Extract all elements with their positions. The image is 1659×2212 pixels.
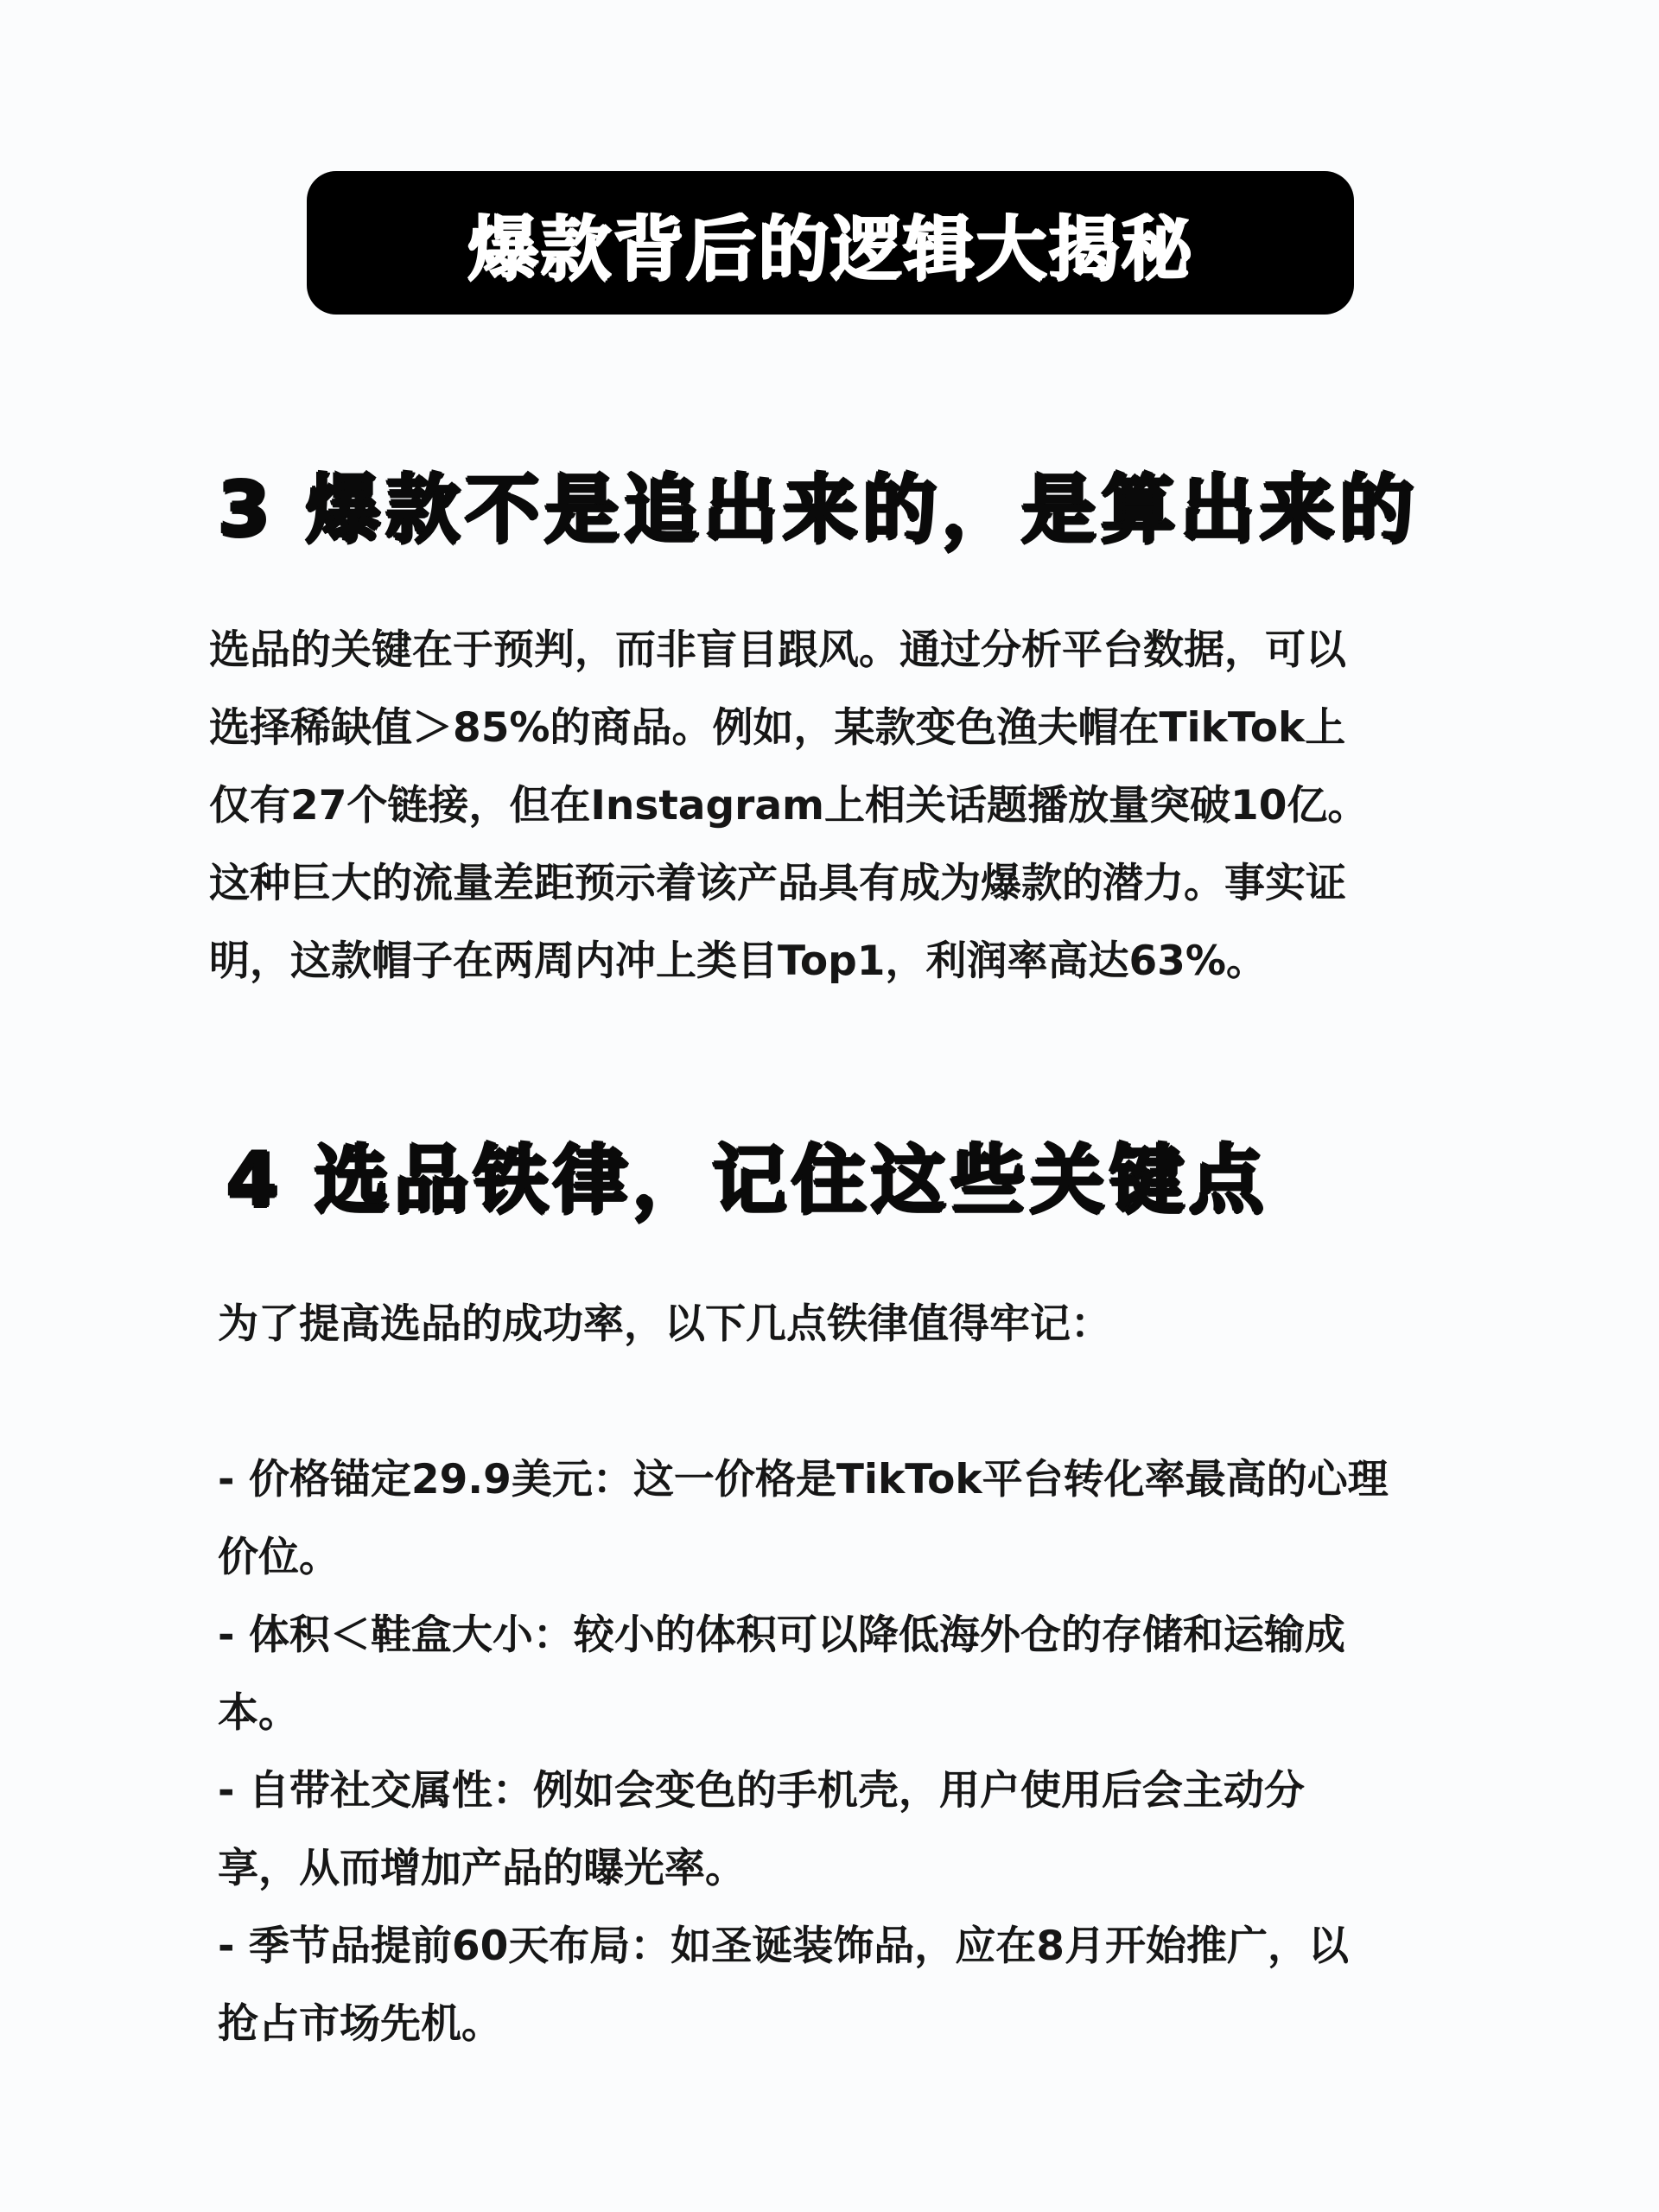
section-4-rules-list — [218, 1441, 1389, 2063]
banner-title: 爆款背后的逻辑大揭秘 — [467, 207, 1193, 290]
rule-line: - 价格锚定29.9美元：这一价格是TikTok平台转化率最高的心理 — [218, 1456, 1389, 1503]
rule-line: 抢占市场先机。 — [218, 2000, 502, 2048]
section-4-intro — [218, 1286, 1111, 1363]
section-3-line: 选品的关键在于预判，而非盲目跟风。通过分析平台数据，可以 — [209, 626, 1346, 674]
rule-line: - 季节品提前60天布局：如圣诞装饰品，应在8月开始推广，以 — [218, 1923, 1349, 1970]
section-3-body — [209, 612, 1368, 1001]
rule-line: - 自带社交属性：例如会变色的手机壳，用户使用后会主动分 — [218, 1767, 1305, 1815]
rule-line: - 体积＜鞋盒大小：较小的体积可以降低海外仓的存储和运输成 — [218, 1611, 1345, 1659]
rule-line: 本。 — [218, 1689, 299, 1737]
section-3-line: 这种巨大的流量差距预示着该产品具有成为爆款的潜力。事实证 — [209, 860, 1346, 907]
section-3-heading: 3 爆款不是追出来的，是算出来的 — [218, 467, 1419, 553]
section-3-line: 明，这款帽子在两周内冲上类目Top1，利润率高达63%。 — [209, 938, 1267, 985]
title-banner — [307, 171, 1354, 315]
rule-line: 价位。 — [218, 1534, 340, 1581]
section-3-line: 选择稀缺值＞85%的商品。例如，某款变色渔夫帽在TikTok上 — [209, 704, 1346, 752]
section-4-heading: 4 选品铁律，记住这些关键点 — [226, 1137, 1268, 1224]
section-3-line: 仅有27个链接，但在Instagram上相关话题播放量突破10亿。 — [209, 782, 1369, 830]
section-4-intro-text: 为了提高选品的成功率，以下几点铁律值得牢记： — [218, 1300, 1111, 1348]
rule-line: 享，从而增加产品的曝光率。 — [218, 1845, 746, 1892]
